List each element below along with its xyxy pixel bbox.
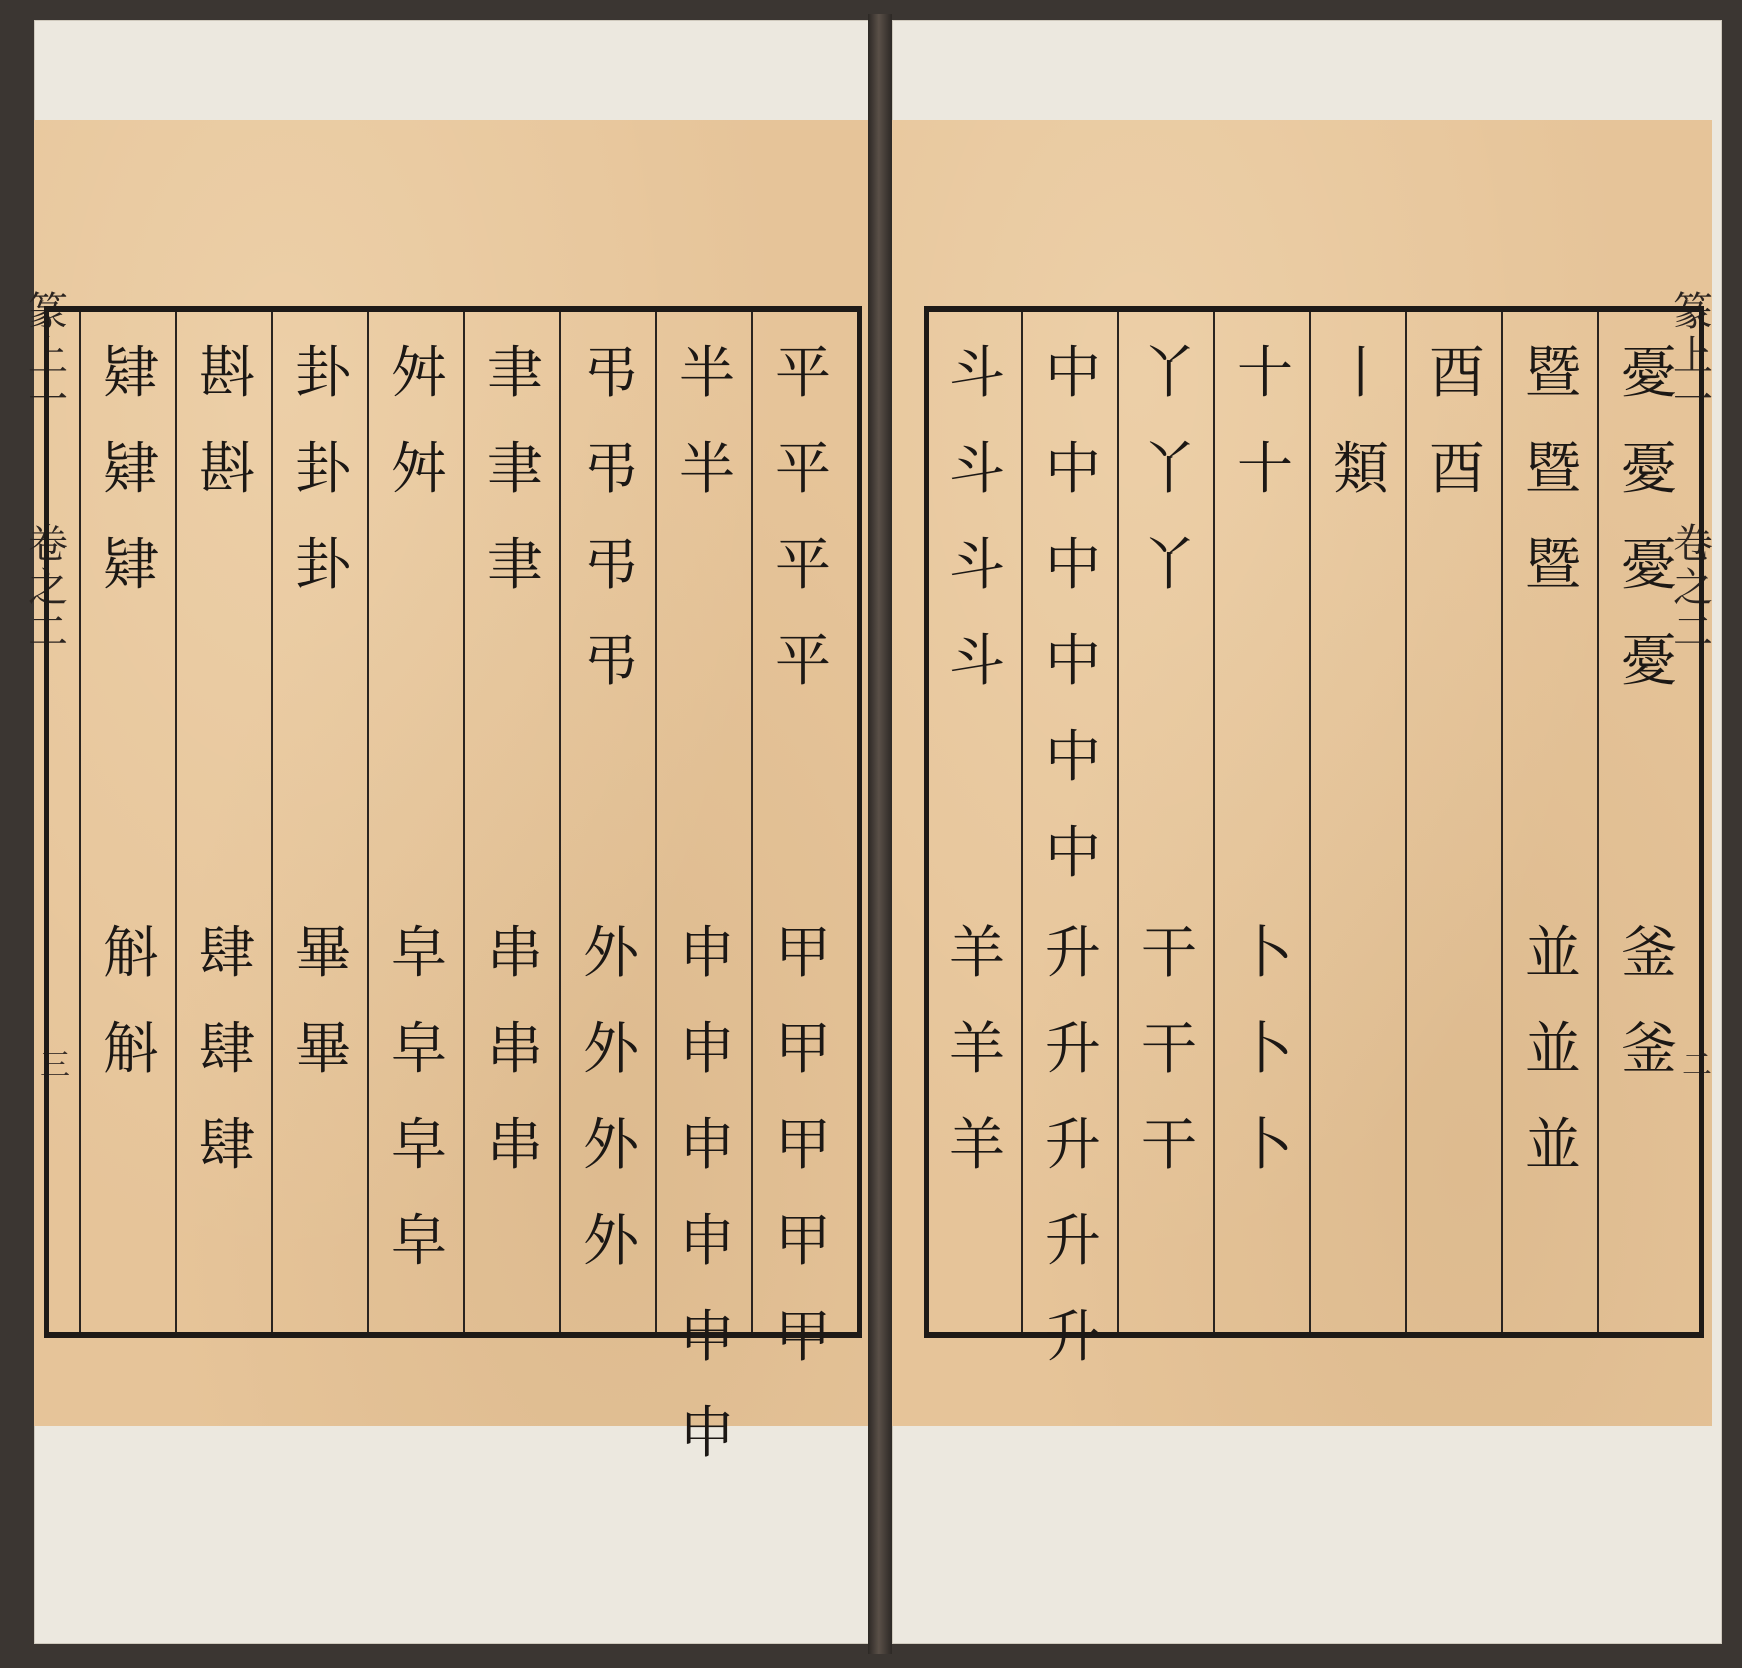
seal-glyph: 半 bbox=[679, 437, 735, 502]
seal-glyph: 皁 bbox=[391, 1209, 447, 1274]
seal-glyph: 弔 bbox=[583, 341, 639, 406]
column-upper-entries bbox=[1237, 326, 1293, 518]
seal-glyph: 甲 bbox=[775, 921, 831, 986]
seal-glyph: 平 bbox=[775, 533, 831, 598]
seal-glyph: 平 bbox=[775, 437, 831, 502]
seal-glyph: 申 bbox=[679, 1305, 735, 1370]
seal-glyph: 外 bbox=[583, 1113, 639, 1178]
column-lower-entries bbox=[469, 906, 561, 1194]
margin-char: 一 bbox=[1673, 377, 1713, 423]
seal-glyph: 甲 bbox=[775, 1113, 831, 1178]
seal-glyph: 中 bbox=[1045, 629, 1101, 694]
seal-glyph: 斟 bbox=[199, 341, 255, 406]
seal-glyph: 肄 bbox=[103, 533, 159, 598]
seal-glyph: 升 bbox=[1045, 1113, 1101, 1178]
column-lower-entries bbox=[661, 906, 753, 1482]
seal-glyph: 中 bbox=[1045, 437, 1101, 502]
column-upper-entries bbox=[949, 326, 1005, 710]
seal-glyph: 肄 bbox=[103, 437, 159, 502]
seal-glyph: 卜 bbox=[1237, 1017, 1293, 1082]
column-lower-entries bbox=[1219, 906, 1311, 1194]
seal-glyph: 中 bbox=[1045, 533, 1101, 598]
column-upper-entries bbox=[775, 326, 831, 710]
column-lower-entries bbox=[1507, 906, 1599, 1194]
column-upper-entries bbox=[1525, 326, 1581, 614]
seal-glyph: 斛 bbox=[103, 1017, 159, 1082]
text-column bbox=[469, 326, 561, 1322]
seal-glyph: 升 bbox=[1045, 1017, 1101, 1082]
text-column bbox=[1315, 326, 1407, 1322]
seal-glyph: 斛 bbox=[103, 921, 159, 986]
column-lower-entries bbox=[181, 906, 273, 1194]
seal-glyph: 卦 bbox=[295, 437, 351, 502]
text-column bbox=[661, 326, 753, 1466]
seal-glyph: 升 bbox=[1045, 921, 1101, 986]
seal-glyph: 釜 bbox=[1621, 1017, 1677, 1082]
seal-glyph: 憂 bbox=[1621, 533, 1677, 598]
text-column bbox=[757, 326, 849, 1370]
seal-glyph: 肆 bbox=[199, 1113, 255, 1178]
margin-char: 篆 bbox=[28, 289, 68, 335]
seal-glyph: 半 bbox=[679, 341, 735, 406]
seal-glyph: 外 bbox=[583, 1017, 639, 1082]
seal-glyph: 甲 bbox=[775, 1209, 831, 1274]
seal-glyph: 並 bbox=[1525, 1113, 1581, 1178]
seal-glyph: 斟 bbox=[199, 437, 255, 502]
seal-glyph: 中 bbox=[1045, 821, 1101, 886]
seal-glyph: 釜 bbox=[1621, 921, 1677, 986]
seal-glyph: 申 bbox=[679, 1017, 735, 1082]
right-text-frame bbox=[924, 306, 1704, 1370]
seal-glyph: 申 bbox=[679, 921, 735, 986]
seal-glyph: 羊 bbox=[949, 1017, 1005, 1082]
seal-glyph: 憂 bbox=[1621, 437, 1677, 502]
seal-glyph: 舛 bbox=[391, 341, 447, 406]
seal-glyph: 弔 bbox=[583, 437, 639, 502]
seal-glyph: 暨 bbox=[1525, 437, 1581, 502]
seal-glyph: 中 bbox=[1045, 725, 1101, 790]
column-upper-entries bbox=[391, 326, 447, 518]
seal-glyph: 聿 bbox=[487, 437, 543, 502]
seal-glyph: 干 bbox=[1141, 1017, 1197, 1082]
seal-glyph: 平 bbox=[775, 341, 831, 406]
margin-char: 上 bbox=[1673, 333, 1713, 379]
seal-glyph: 申 bbox=[679, 1209, 735, 1274]
seal-glyph: 丫 bbox=[1141, 437, 1197, 502]
right-page-number: 二 bbox=[1682, 1048, 1712, 1083]
text-column bbox=[85, 326, 177, 1322]
seal-glyph: 斗 bbox=[949, 341, 1005, 406]
margin-char: 卷 bbox=[1673, 521, 1713, 567]
seal-glyph: 十 bbox=[1237, 437, 1293, 502]
seal-glyph: 外 bbox=[583, 921, 639, 986]
seal-glyph: 憂 bbox=[1621, 629, 1677, 694]
column-lower-entries bbox=[277, 906, 369, 1098]
seal-glyph: 聿 bbox=[487, 341, 543, 406]
seal-glyph: 並 bbox=[1525, 1017, 1581, 1082]
column-lower-entries bbox=[1027, 906, 1119, 1386]
column-lower-entries bbox=[757, 906, 849, 1386]
margin-char: 之 bbox=[1673, 565, 1713, 611]
seal-glyph: 申 bbox=[679, 1401, 735, 1466]
text-column bbox=[181, 326, 273, 1322]
text-column bbox=[1411, 326, 1503, 1322]
margin-char: 之 bbox=[28, 565, 68, 611]
column-rule bbox=[79, 312, 81, 1332]
seal-glyph: 肆 bbox=[199, 1017, 255, 1082]
open-book bbox=[16, 14, 1722, 1654]
seal-glyph: 丫 bbox=[1141, 341, 1197, 406]
seal-glyph: 卜 bbox=[1237, 921, 1293, 986]
column-upper-entries bbox=[1621, 326, 1677, 710]
text-column bbox=[931, 326, 1023, 1322]
seal-glyph: 升 bbox=[1045, 1305, 1101, 1370]
seal-glyph: 十 bbox=[1237, 341, 1293, 406]
seal-glyph: 甲 bbox=[775, 1305, 831, 1370]
seal-glyph: 卦 bbox=[295, 341, 351, 406]
seal-glyph: 憂 bbox=[1621, 341, 1677, 406]
seal-glyph: 暨 bbox=[1525, 341, 1581, 406]
text-column bbox=[373, 326, 465, 1322]
text-column bbox=[277, 326, 369, 1322]
column-lower-entries bbox=[85, 906, 177, 1098]
column-lower-entries bbox=[565, 906, 657, 1290]
seal-glyph: 肄 bbox=[103, 341, 159, 406]
seal-glyph: 畢 bbox=[295, 921, 351, 986]
column-upper-entries bbox=[295, 326, 351, 614]
left-page bbox=[28, 120, 868, 1466]
column-upper-entries bbox=[679, 326, 735, 518]
seal-glyph: 升 bbox=[1045, 1209, 1101, 1274]
column-upper-entries bbox=[1429, 326, 1485, 518]
column-upper-entries bbox=[487, 326, 543, 614]
book-gutter bbox=[868, 14, 892, 1654]
seal-glyph: 類 bbox=[1333, 437, 1389, 502]
column-upper-entries bbox=[1333, 326, 1389, 518]
seal-glyph: 申 bbox=[679, 1113, 735, 1178]
seal-glyph: 暨 bbox=[1525, 533, 1581, 598]
seal-glyph: 皁 bbox=[391, 1113, 447, 1178]
margin-char: 二 bbox=[28, 609, 68, 655]
seal-glyph: 羊 bbox=[949, 1113, 1005, 1178]
seal-glyph: 肆 bbox=[199, 921, 255, 986]
seal-glyph: 皁 bbox=[391, 1017, 447, 1082]
seal-glyph: 串 bbox=[487, 1113, 543, 1178]
seal-glyph: 干 bbox=[1141, 921, 1197, 986]
column-upper-entries bbox=[103, 326, 159, 614]
margin-char: 卷 bbox=[28, 521, 68, 567]
margin-char: 篆 bbox=[1673, 289, 1713, 335]
margin-char: 一 bbox=[28, 377, 68, 423]
text-column bbox=[1219, 326, 1311, 1322]
seal-glyph: 酉 bbox=[1429, 437, 1485, 502]
column-lower-entries bbox=[373, 906, 465, 1290]
seal-glyph: 干 bbox=[1141, 1113, 1197, 1178]
seal-glyph: 甲 bbox=[775, 1017, 831, 1082]
seal-glyph: 並 bbox=[1525, 921, 1581, 986]
seal-glyph: 弔 bbox=[583, 533, 639, 598]
seal-glyph: 丨 bbox=[1333, 341, 1389, 406]
seal-glyph: 畢 bbox=[295, 1017, 351, 1082]
seal-glyph: 斗 bbox=[949, 533, 1005, 598]
seal-glyph: 弔 bbox=[583, 629, 639, 694]
seal-glyph: 卦 bbox=[295, 533, 351, 598]
seal-glyph: 舛 bbox=[391, 437, 447, 502]
text-column bbox=[1507, 326, 1599, 1322]
column-upper-entries bbox=[199, 326, 255, 518]
left-page-number: 三 bbox=[40, 1048, 70, 1083]
text-column bbox=[565, 326, 657, 1322]
column-upper-entries bbox=[583, 326, 639, 710]
seal-glyph: 中 bbox=[1045, 341, 1101, 406]
right-page bbox=[892, 120, 1712, 1426]
seal-glyph: 斗 bbox=[949, 437, 1005, 502]
column-upper-entries bbox=[1141, 326, 1197, 614]
text-column bbox=[1123, 326, 1215, 1322]
text-column bbox=[1603, 326, 1695, 1322]
column-lower-entries bbox=[1123, 906, 1215, 1194]
seal-glyph: 平 bbox=[775, 629, 831, 694]
seal-glyph: 羊 bbox=[949, 921, 1005, 986]
margin-char: 二 bbox=[1673, 609, 1713, 655]
seal-glyph: 丫 bbox=[1141, 533, 1197, 598]
left-text-frame bbox=[44, 306, 862, 1466]
seal-glyph: 皁 bbox=[391, 921, 447, 986]
column-lower-entries bbox=[1603, 906, 1695, 1098]
text-column bbox=[1027, 326, 1119, 1370]
seal-glyph: 聿 bbox=[487, 533, 543, 598]
seal-glyph: 酉 bbox=[1429, 341, 1485, 406]
seal-glyph: 串 bbox=[487, 921, 543, 986]
seal-glyph: 卜 bbox=[1237, 1113, 1293, 1178]
seal-glyph: 串 bbox=[487, 1017, 543, 1082]
seal-glyph: 斗 bbox=[949, 629, 1005, 694]
column-upper-entries bbox=[1045, 326, 1101, 902]
column-lower-entries bbox=[931, 906, 1023, 1194]
margin-char: 上 bbox=[28, 333, 68, 379]
seal-glyph: 外 bbox=[583, 1209, 639, 1274]
